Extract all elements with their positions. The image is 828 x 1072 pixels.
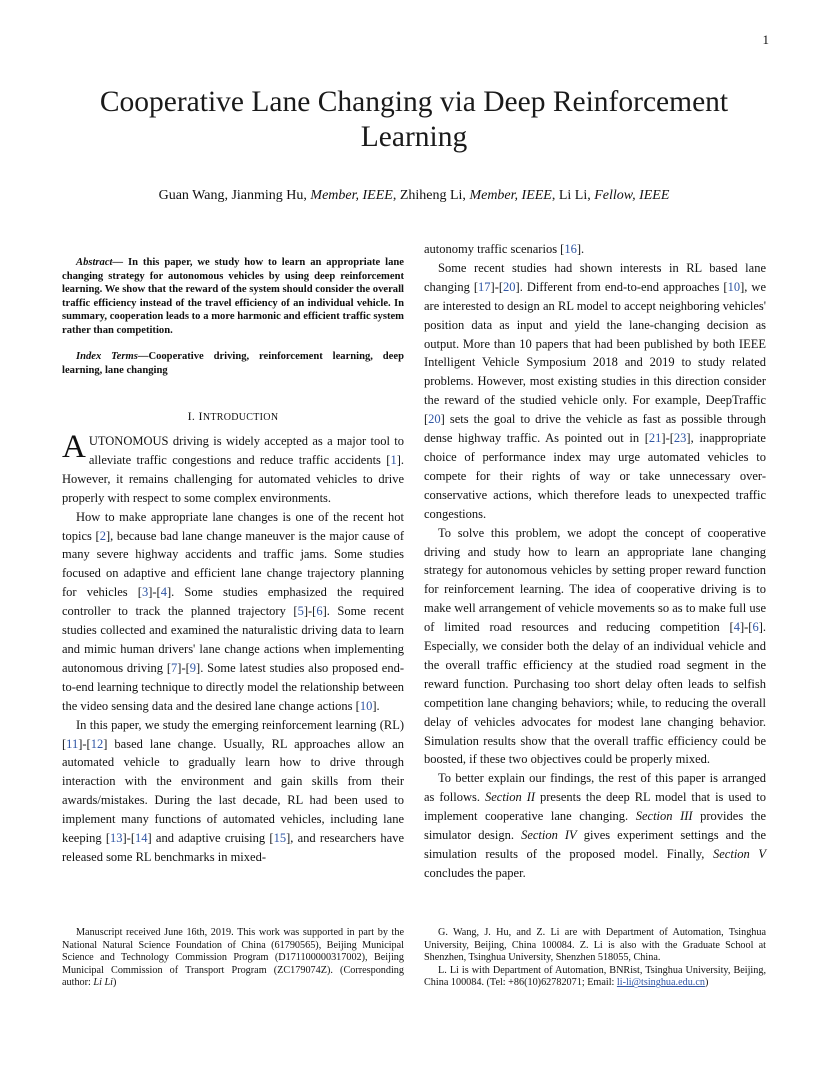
footnote-right-2-text: L. Li is with Department of Automation, BNRist, Tsinghua University, Beijing, China 100084. (Tel: +86(10)62782071; Email: — [424, 964, 766, 989]
citation-link[interactable]: 21 — [648, 431, 662, 446]
paper-title: Cooperative Lane Changing via Deep Reinforcement Learning — [99, 86, 729, 153]
index-terms — [62, 350, 404, 377]
citation-link[interactable]: 20 — [428, 412, 441, 427]
citation-link[interactable]: 10 — [727, 279, 741, 294]
footnote-right-1: G. Wang, J. Hu, and Z. Li are with Department of Automation, Tsinghua University, Beijing, China 100084. Z. Li is also with the Graduate School at Shenzhen, Tsinghua University, Shenzhen 518055, China. — [424, 927, 766, 964]
drop-cap: A — [62, 429, 86, 465]
right-column — [424, 240, 766, 883]
section-heading-introduction: I. INTRODUCTION — [187, 409, 279, 423]
footnote-manuscript — [62, 927, 404, 990]
citation-link[interactable]: 15 — [273, 831, 287, 846]
right-paragraph: Some recent studies had shown interests in RL based lane changing [17]-[20]. Different from end-to-end approaches [10], we are interested to design an RL model to accept neighboring vehicles' position data as input and yield the lane-changing decision as output. More than 10 papers that had been published by both IEEE Intelligent Vehicle Symposium 2018 and 2019 to study related problems. However, most existing studies in this direction consider the reward of the studied vehicle only. For example, DeepTraffic [20] sets the goal to drive the vehicle as fast as possible through dense highway traffic. As pointed out in [21]-[23], inappropriate choice of performance index may urge automated vehicles to compete for their rights of way or take unnecessary over-conservative actions, which therefore leads to unexpected traffic congestions. — [424, 260, 766, 521]
left-paragraph: In this paper, we study the emerging reinforcement learning (RL) [11]-[12] based lane change. Usually, RL approaches allow an automated vehicle to gradually learn how to drive through interaction with the environment and gain skills from their awards/mistakes. During the last decade, RL had been used to implement many functions of automated vehicles, including lane keeping [13]-[14] and adaptive cruising [15], and researchers have released some RL benchmarks in mixed- — [62, 717, 405, 864]
citation-link[interactable]: 11 — [66, 736, 79, 751]
citation-link[interactable]: 13 — [110, 831, 123, 846]
citation-link[interactable]: 4 — [733, 620, 740, 635]
left-paragraph: How to make appropriate lane changes is one of the recent hot topics [2], because bad lane change maneuver is the major cause of many severe highway accidents and traffic jams. Some studies focused on adaptive and efficient lane change trajectory planning for vehicles [3]-[4]. Some studies emphasized the required controller to track the planned trajectory [5]-[6]. Some recent studies collected and examined the naturalistic driving data to learn and mimic human drivers' lane change actions when implementing autonomous driving [7]-[9]. Some latest studies also proposed end-to-end learning technique to directly model the relationship between the video sensing data and the desired lane change actions [10]. — [62, 509, 404, 713]
citation-link[interactable]: 2 — [99, 528, 106, 543]
citation-link[interactable]: 17 — [478, 279, 491, 294]
citation-link[interactable]: 9 — [189, 660, 197, 675]
index-terms-text: —Cooperative driving, reinforcement learning, deep learning, lane changing — [62, 351, 404, 376]
citation-link[interactable]: 14 — [135, 831, 148, 846]
citation-link[interactable]: 23 — [673, 431, 687, 446]
footnote-right-2-end: ) — [704, 977, 709, 989]
index-terms-label: Index Terms — [76, 351, 138, 362]
citation-link[interactable]: 16 — [564, 242, 577, 256]
citation-link[interactable]: 12 — [90, 736, 104, 751]
left-column — [62, 256, 404, 867]
citation-link[interactable]: 1 — [390, 452, 397, 467]
abstract-text: In this paper, we study how to learn an appropriate lane changing strategy for autonomous vehicles by using deep reinforcement learning. We show that the reward of the system should consider the overall traffic efficiency instead of the travel efficiency of an individual vehicle. In summary, cooperation leads to a more harmonic and efficient traffic system rather than competition. — [62, 257, 405, 336]
citation-link[interactable]: 6 — [752, 620, 759, 635]
left-body — [62, 429, 405, 867]
right-body — [424, 240, 766, 883]
citation-link[interactable]: 4 — [160, 585, 167, 600]
citation-link[interactable]: 10 — [359, 698, 373, 713]
citation-link[interactable]: 3 — [141, 585, 149, 600]
footnote-left-text: Manuscript received June 16th, 2019. This work was supported in part by the National Natural Science Foundation of China (61790565), Beijing Municipal Science and Technology Commission Program (D171100000317002), Beijing Municipal Commission of Transport Program (ZC179074Z). (Corresponding author: Li Li) — [62, 927, 404, 989]
page-number: 1 — [762, 32, 769, 47]
left-paragraph: AUTONOMOUS driving is widely accepted as a major tool to alleviate traffic congestions and reduce traffic accidents [1]. However, it remains challenging for automated vehicles to drive properly with respect to some complex environments. — [62, 429, 404, 505]
citation-link[interactable]: 20 — [503, 279, 516, 294]
email-link[interactable]: li-li@tsinghua.edu.cn — [616, 977, 705, 989]
citation-link[interactable]: 7 — [171, 660, 178, 675]
right-paragraph: autonomy traffic scenarios [16]. — [424, 242, 585, 256]
citation-link[interactable]: 6 — [316, 604, 323, 619]
author-list: Guan Wang, Jianming Hu, Member, IEEE, Zhiheng Li, Member, IEEE, Li Li, Fellow, IEEE — [158, 188, 670, 203]
right-paragraph: To better explain our findings, the rest of this paper is arranged as follows. Section II presents the deep RL model that is used to implement cooperative lane changing. Section III provides the simulator design. Section IV gives experiment settings and the simulation results of the proposed model. Finally, Section V concludes the paper. — [424, 771, 767, 880]
abstract-label: Abstract— — [76, 257, 124, 268]
footnote-affiliations — [424, 927, 766, 990]
footnote-right-2 — [424, 965, 766, 990]
right-paragraph: To solve this problem, we adopt the concept of cooperative driving and study how to learn an appropriate lane changing strategy for autonomous vehicles by setting proper reward function for reinforcement learning. The idea of cooperative driving is to make well arrangement of vehicle movements so as to make full use of limited road resources and reducing competition [4]-[6]. Especially, we consider both the delay of an individual vehicle and the overall traffic efficiency at the studied road segment in the reward function. Purchasing too short delay often leads to selfish competition lane changing behaviors; while, to reducing the overall delay of vehicles advocates for modest lane changing behavior. Simulation results show that the overall traffic efficiency could be boosted, if these two objectives could be properly mixed. — [424, 525, 766, 767]
citation-link[interactable]: 5 — [297, 604, 304, 619]
abstract — [62, 256, 404, 337]
